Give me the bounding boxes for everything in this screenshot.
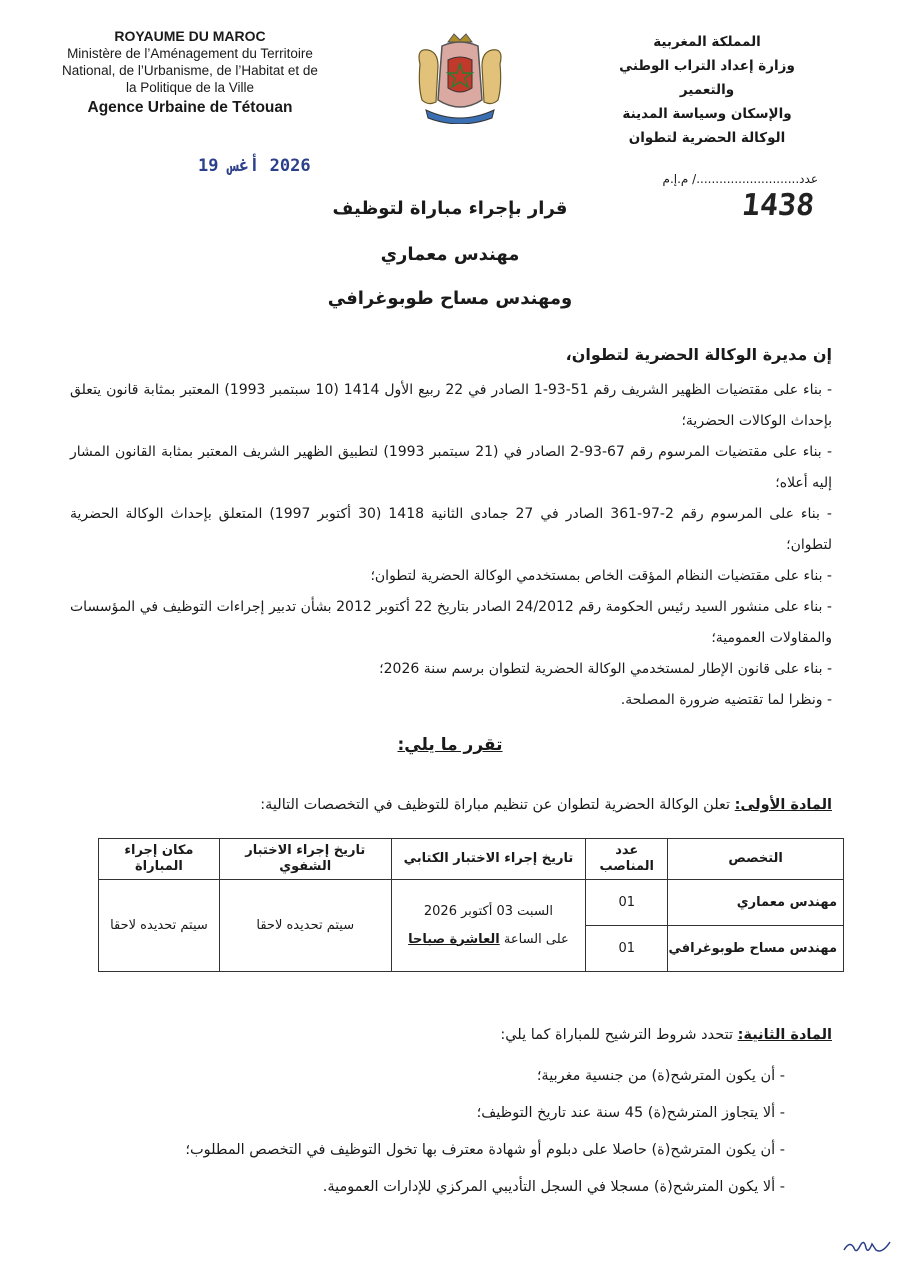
kingdom-name-fr: ROYAUME DU MAROC — [114, 28, 266, 44]
ministry-line: Ministère de l’Aménagement du Territoire — [67, 46, 313, 61]
header-ar-line: وزارة إعداد التراب الوطني والتعمير — [619, 58, 795, 98]
decision-title-position-1: مهندس معماري — [380, 244, 520, 265]
article-2-text: تتحدد شروط الترشيح للمباراة كما يلي: — [500, 1027, 738, 1043]
written-exam-time-emphasis: العاشرة صباحا — [408, 931, 500, 947]
moroccan-coat-of-arms-icon — [412, 30, 508, 124]
ministry-line: la Politique de la Ville — [125, 80, 255, 95]
written-exam-date: السبت 03 أكتوبر 2026 — [423, 903, 554, 919]
header-specialty: التخصص — [668, 839, 844, 880]
cell-specialty: مهندس معماري — [668, 880, 844, 926]
condition-item: - ألا يتجاوز المترشح(ة) 45 سنة عند تاريخ التوظيف؛ — [476, 1105, 785, 1121]
article-2 — [500, 1027, 832, 1043]
condition-item: - أن يكون المترشح(ة) حاصلا على دبلوم أو شهادة معترف بها تخول التوظيف في التخصص المطلوب؛ — [185, 1142, 785, 1158]
ministry-line: National, de l’Urbanisme, de l’Habitat et de — [62, 63, 318, 78]
header-french — [40, 28, 340, 116]
cell-location: سيتم تحديده لاحقا — [99, 880, 220, 972]
handwritten-initials — [842, 1234, 892, 1258]
header-arabic — [592, 30, 822, 150]
decision-title: قرار بإجراء مباراة لتوظيف — [332, 198, 568, 219]
cell-positions: 01 — [586, 926, 668, 972]
cell-positions: 01 — [586, 880, 668, 926]
decision-title-position-2: ومهندس مساح طوبوغرافي — [327, 288, 573, 309]
condition-item: - أن يكون المترشح(ة) من جنسية مغربية؛ — [536, 1068, 785, 1084]
legal-basis-list — [70, 375, 832, 716]
legal-basis-item: - بناء على مقتضيات المرسوم رقم 67-93-2 الصادر في (21 سبتمبر 1993) لتطبيق الظهير الشريف المعتبر بمثابة القانون المشار إليه أعلاه؛ — [70, 444, 832, 491]
article-1-label: المادة الأولى: — [734, 797, 832, 813]
legal-basis-item: - بناء على المرسوم رقم 2-97-361 الصادر في 27 جمادى الثانية 1418 (30 أكتوبر 1997) المتعلق بإحداث الوكالة الحضرية لتطوان؛ — [70, 506, 832, 553]
header-ar-line: والإسكان وسياسة المدينة — [622, 106, 792, 122]
date-stamp: 2026 أغس 19 — [198, 156, 311, 176]
reference-number-stamp: 1438 — [740, 188, 817, 223]
header-written-exam: تاريخ إجراء الاختبار الكتابي — [391, 839, 586, 880]
header-positions: عدد المناصب — [586, 839, 668, 880]
article-1-text: تعلن الوكالة الحضرية لتطوان عن تنظيم مباراة للتوظيف في التخصصات التالية: — [260, 797, 735, 813]
written-exam-time-prefix: على الساعة — [499, 931, 569, 947]
table-row — [99, 880, 844, 926]
positions-table — [98, 838, 844, 972]
reference-number-label: عدد.........................../ م.إ.م — [662, 172, 818, 186]
header-oral-exam: تاريخ إجراء الاختبار الشفوي — [219, 839, 391, 880]
legal-basis-item: - ونظرا لما تقتضيه ضرورة المصلحة. — [620, 692, 832, 708]
article-1 — [260, 797, 832, 813]
agency-name-fr: Agence Urbaine de Tétouan — [87, 99, 293, 116]
decision-heading: تقرر ما يلي: — [397, 735, 503, 755]
header-ar-line: المملكة المغربية — [653, 34, 761, 50]
cell-written-exam — [391, 880, 586, 972]
cell-oral-exam: سيتم تحديده لاحقا — [219, 880, 391, 972]
cell-specialty: مهندس مساح طوبوغرافي — [668, 926, 844, 972]
article-2-label: المادة الثانية: — [737, 1027, 832, 1043]
legal-basis-item: - بناء على منشور السيد رئيس الحكومة رقم 24/2012 الصادر بتاريخ 22 أكتوبر 2012 بشأن تدبير إجراءات التوظيف في المؤسسات والمقاولات العمومية؛ — [70, 599, 832, 646]
written-exam-time — [392, 926, 586, 954]
legal-basis-item: - بناء على مقتضيات الظهير الشريف رقم 51-93-1 الصادر في 22 ربيع الأول 1414 (10 سبتمبر 1993) المعتبر بمثابة قانون يتعلق بإحداث الوكالات الحضرية؛ — [70, 382, 832, 429]
preamble-intro: إن مديرة الوكالة الحضرية لتطوان، — [565, 345, 832, 364]
header-location: مكان إجراء المباراة — [99, 839, 220, 880]
condition-item: - ألا يكون المترشح(ة) مسجلا في السجل التأديبي المركزي للإدارات العمومية. — [322, 1179, 785, 1195]
legal-basis-item: - بناء على قانون الإطار لمستخدمي الوكالة الحضرية لتطوان برسم سنة 2026؛ — [379, 661, 832, 677]
table-header-row — [99, 839, 844, 880]
conditions-list — [185, 1058, 785, 1206]
header-ar-line: الوكالة الحضرية لتطوان — [628, 130, 786, 146]
legal-basis-item: - بناء على مقتضيات النظام المؤقت الخاص بمستخدمي الوكالة الحضرية لتطوان؛ — [370, 568, 832, 584]
